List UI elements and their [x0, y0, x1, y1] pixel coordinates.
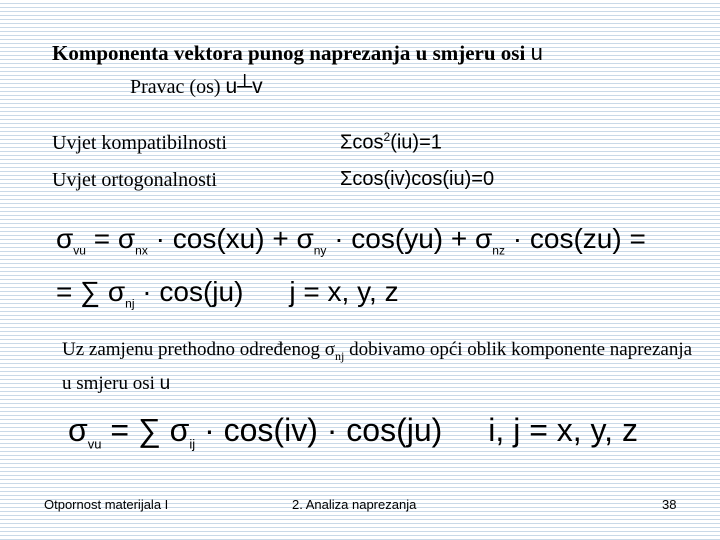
eq1-part: · cos(yu) + σ — [326, 223, 493, 254]
para-sub: nj — [335, 348, 345, 363]
summation-equation — [56, 276, 399, 311]
eq2-part: = ∑ σ — [56, 276, 126, 307]
direction-relation: u┴v — [225, 75, 263, 98]
footer-chapter-title: 2. Analiza naprezanja — [292, 497, 417, 512]
direction-text: Pravac (os) — [130, 76, 226, 98]
para-part: dobivamo opći oblik komponente naprezanja u smjeru osi — [62, 339, 693, 394]
direction-line — [130, 75, 263, 99]
orthogonality-condition-equation: Σcos(iv)cos(iu)=0 — [340, 168, 495, 190]
footer-course-title: Otpornost materijala I — [44, 497, 169, 512]
compatibility-condition-equation — [340, 130, 442, 155]
final-part: σ — [68, 412, 88, 448]
eq1-sub: ny — [313, 243, 327, 258]
compat-eq-main: Σcos — [340, 131, 384, 154]
eq1-sub: nx — [135, 243, 148, 258]
heading-axis: u — [530, 40, 543, 65]
final-part: = ∑ σ — [101, 412, 190, 448]
eq2-index-range: j = x, y, z — [289, 276, 399, 307]
compat-eq-rest: (iu)=1 — [390, 131, 442, 154]
final-part: · cos(iv) · cos(ju) — [195, 412, 443, 448]
compat-eq-sup: 2 — [383, 130, 391, 144]
orthogonality-condition-label: Uvjet ortogonalnosti — [52, 169, 217, 191]
eq2-sub: nj — [125, 296, 135, 311]
final-sub: vu — [87, 436, 102, 452]
heading-text: Komponenta vektora punog naprezanja u smjeru osi — [52, 41, 531, 65]
eq1-part: · cos(zu) = — [504, 223, 646, 254]
general-stress-equation — [68, 412, 638, 451]
eq1-part: σ — [56, 223, 74, 254]
footer-page-number: 38 — [662, 497, 677, 512]
explanation-paragraph — [62, 336, 702, 398]
slide-heading — [52, 40, 543, 66]
para-part: Uz zamjenu prethodno određenog σ — [62, 339, 335, 360]
eq1-part: · cos(xu) + σ — [147, 223, 314, 254]
stress-component-equation — [56, 223, 646, 258]
eq1-sub: nz — [492, 243, 505, 258]
eq1-part: = σ — [85, 223, 136, 254]
eq2-part: · cos(ju) — [134, 276, 244, 307]
para-axis: u — [159, 372, 171, 394]
compatibility-condition-label: Uvjet kompatibilnosti — [52, 132, 227, 154]
eq1-sub: vu — [73, 243, 86, 258]
final-index-range: i, j = x, y, z — [488, 412, 638, 448]
final-sub: ij — [189, 436, 196, 452]
